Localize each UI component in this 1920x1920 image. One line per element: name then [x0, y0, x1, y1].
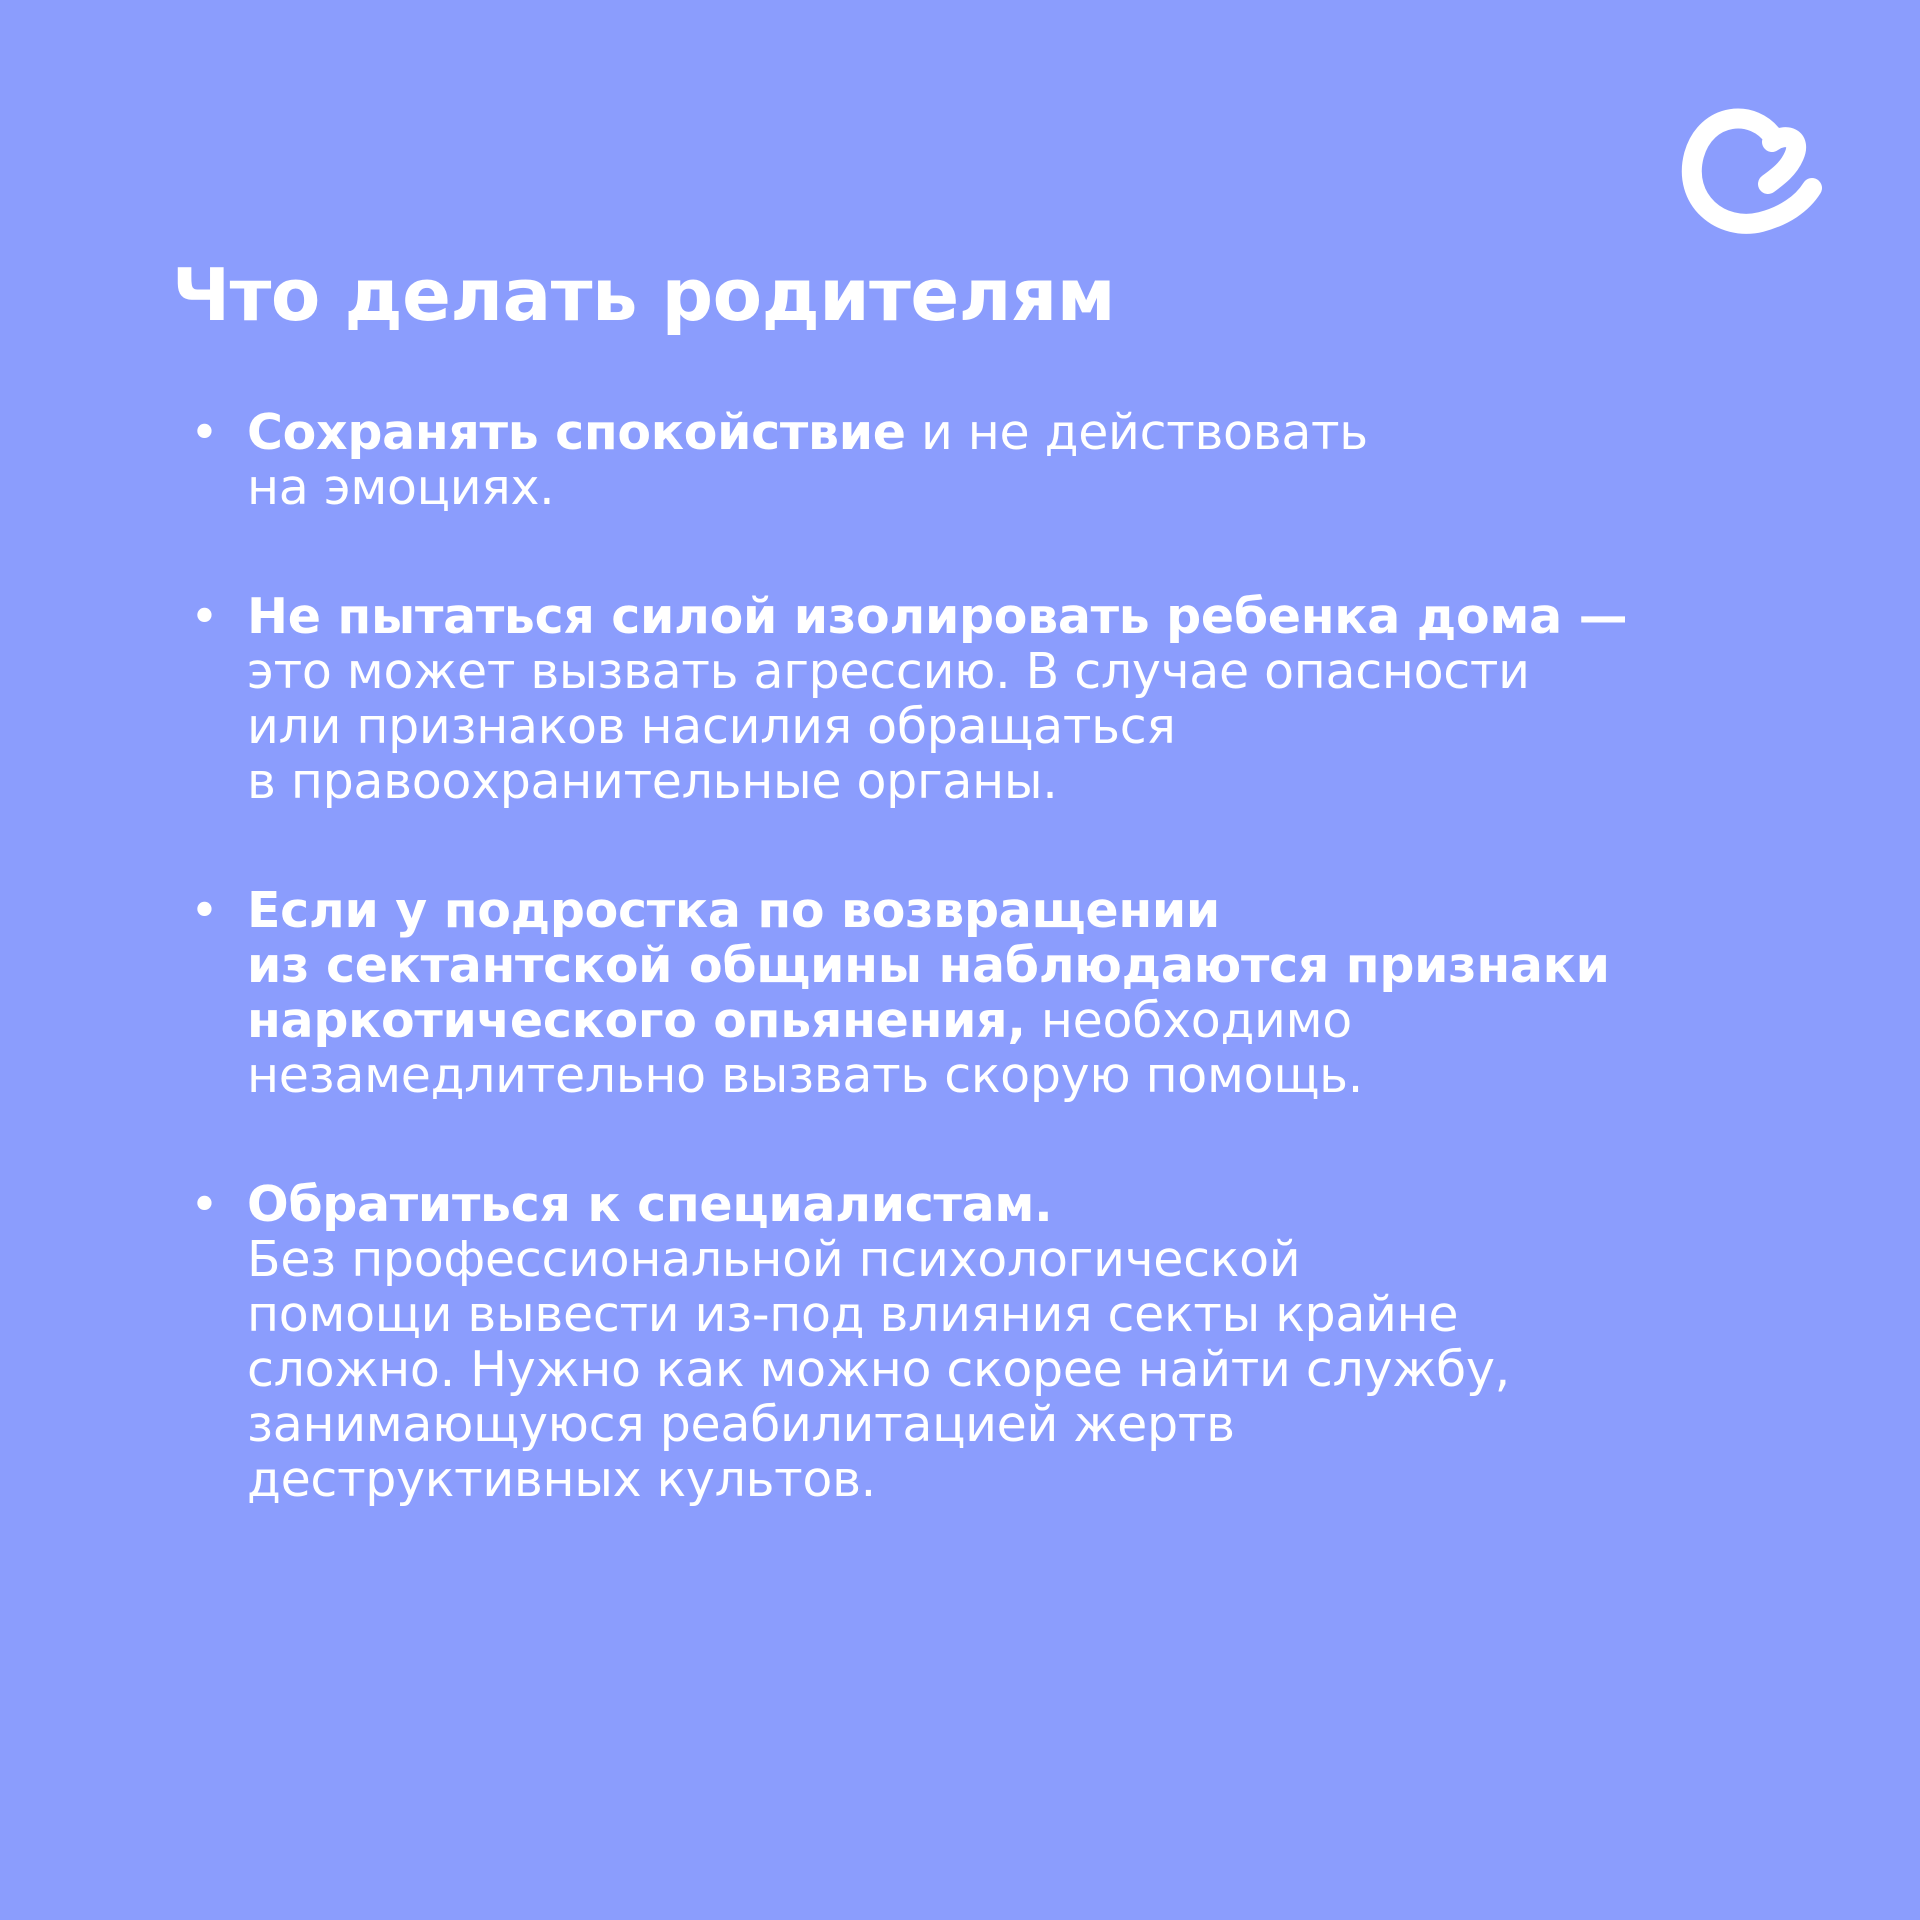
text-line	[247, 699, 1750, 754]
list-item	[190, 589, 1750, 809]
text-line	[247, 938, 1750, 993]
text-line	[247, 883, 1750, 938]
regular-text: и не действовать	[905, 404, 1368, 461]
text-line	[247, 1177, 1750, 1232]
text-line	[247, 1287, 1750, 1342]
regular-text: или признаков насилия обращаться	[247, 698, 1176, 755]
regular-text: на эмоциях.	[247, 459, 555, 516]
text-line	[247, 1048, 1750, 1103]
bold-text: наркотического опьянения,	[247, 992, 1026, 1049]
text-line	[247, 1342, 1750, 1397]
regular-text: деструктивных культов.	[247, 1451, 876, 1508]
page-title: Что делать родителям	[172, 253, 1116, 337]
bold-text: Если у подростка по возвращении	[247, 882, 1220, 939]
text-line	[247, 460, 1750, 515]
regular-text: в правоохранительные органы.	[247, 753, 1058, 810]
bullet-icon: •	[190, 1176, 219, 1233]
list-item-text	[247, 589, 1750, 809]
text-line	[247, 405, 1750, 460]
bullet-icon: •	[190, 404, 219, 461]
list-item-text	[247, 405, 1750, 515]
text-line	[247, 1452, 1750, 1507]
list-item-text	[247, 1177, 1750, 1507]
text-line	[247, 644, 1750, 699]
list-item-text	[247, 883, 1750, 1103]
bold-text: Не пытаться силой изолировать ребенка дома —	[247, 588, 1628, 645]
regular-text: это может вызвать агрессию. В случае опасности	[247, 643, 1530, 700]
regular-text: сложно. Нужно как можно скорее найти службу,	[247, 1341, 1510, 1398]
bold-text: из сектантской общины наблюдаются признаки	[247, 937, 1610, 994]
bullet-icon: •	[190, 882, 219, 939]
text-line	[247, 993, 1750, 1048]
bold-text: Обратиться к специалистам.	[247, 1176, 1053, 1233]
brand-logo-icon	[1676, 100, 1826, 245]
regular-text: необходимо	[1025, 992, 1352, 1049]
text-line	[247, 589, 1750, 644]
text-line	[247, 1397, 1750, 1452]
regular-text: незамедлительно вызвать скорую помощь.	[247, 1047, 1364, 1104]
text-line	[247, 1232, 1750, 1287]
advice-list	[190, 405, 1750, 1581]
bold-text: Сохранять спокойствие	[247, 404, 906, 461]
regular-text: Без профессиональной психологической	[247, 1231, 1301, 1288]
list-item	[190, 405, 1750, 515]
regular-text: занимающуюся реабилитацией жертв	[247, 1396, 1235, 1453]
list-item	[190, 1177, 1750, 1507]
bullet-icon: •	[190, 588, 219, 645]
text-line	[247, 754, 1750, 809]
list-item	[190, 883, 1750, 1103]
regular-text: помощи вывести из-под влияния секты крайне	[247, 1286, 1459, 1343]
